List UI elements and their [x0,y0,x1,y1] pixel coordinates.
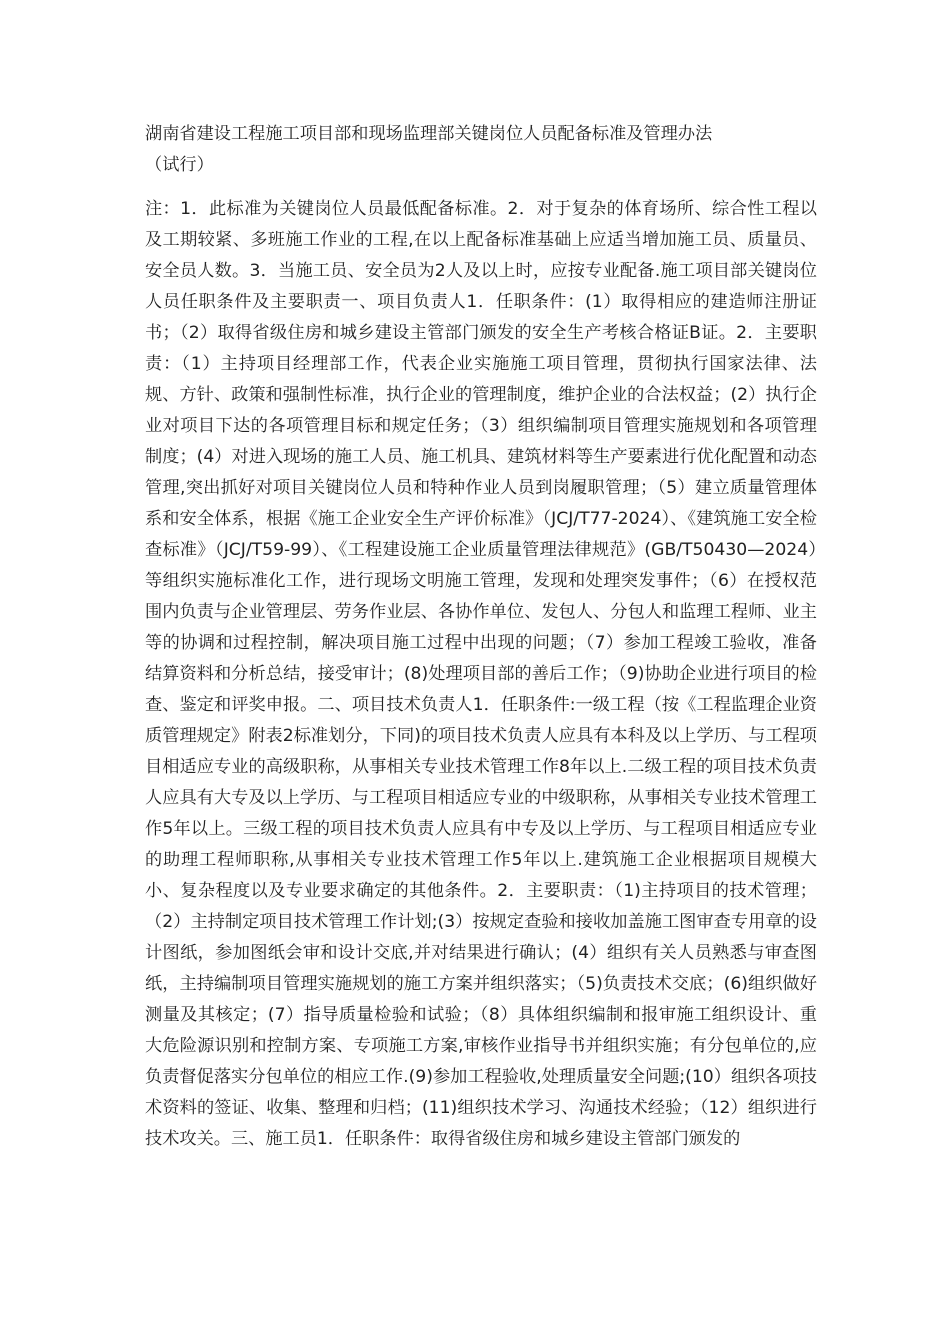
document-title [145,119,817,181]
document-title-line2: （试行） [145,155,214,175]
document-content [145,119,817,1155]
document-body-paragraph: 注：1．此标准为关键岗位人员最低配备标准。2．对于复杂的体育场所、综合性工程以及工期较紧、多班施工作业的工程,在以上配备标准基础上应适当增加施工员、质量员、安全员人数。3．当施工员、安全员为2人及以上时，应按专业配备.施工项目部关键岗位人员任职条件及主要职责一、项目负责人1．任职条件：(1）取得相应的建造师注册证书；（2）取得省级住房和城乡建设主管部门颁发的安全生产考核合格证B证。2．主要职责：（1）主持项目经理部工作，代表企业实施施工项目管理，贯彻执行国家法律、法规、方针、政策和强制性标准，执行企业的管理制度，维护企业的合法权益；(2）执行企业对项目下达的各项管理目标和规定任务；（3）组织编制项目管理实施规划和各项管理制度；(4）对进入现场的施工人员、施工机具、建筑材料等生产要素进行优化配置和动态管理,突出抓好对项目关键岗位人员和特种作业人员到岗履职管理；（5）建立质量管理体系和安全体系，根据《施工企业安全生产评价标准》（JCJ/T77-2024）、《建筑施工安全检查标准》（JCJ/T59-99）、《工程建设施工企业质量管理法律规范》(GB/T50430—2024）等组织实施标准化工作，进行现场文明施工管理，发现和处理突发事件；（6）在授权范围内负责与企业管理层、劳务作业层、各协作单位、发包人、分包人和监理工程师、业主等的协调和过程控制，解决项目施工过程中出现的问题；（7）参加工程竣工验收，准备结算资料和分析总结，接受审计；(8)处理项目部的善后工作；（9)协助企业进行项目的检查、鉴定和评奖申报。二、项目技术负责人1．任职条件:一级工程（按《工程监理企业资质管理规定》附表2标准划分，下同)的项目技术负责人应具有本科及以上学历、与工程项目相适应专业的高级职称，从事相关专业技术管理工作8年以上.二级工程的项目技术负责人应具有大专及以上学历、与工程项目相适应专业的中级职称，从事相关专业技术管理工作5年以上。三级工程的项目技术负责人应具有中专及以上学历、与工程项目相适应专业的助理工程师职称,从事相关专业技术管理工作5年以上.建筑施工企业根据项目规模大小、复杂程度以及专业要求确定的其他条件。2．主要职责：（1)主持项目的技术管理；（2）主持制定项目技术管理工作计划;(3）按规定查验和接收加盖施工图审查专用章的设计图纸，参加图纸会审和设计交底,并对结果进行确认；(4）组织有关人员熟悉与审查图纸，主持编制项目管理实施规划的施工方案并组织落实；（5)负责技术交底；(6)组织做好测量及其核定；(7）指导质量检验和试验；（8）具体组织编制和报审施工组织设计、重大危险源识别和控制方案、专项施工方案,审核作业指导书并组织实施；有分包单位的,应负责督促落实分包单位的相应工作.(9)参加工程验收,处理质量安全问题;(10）组织各项技术资料的签证、收集、整理和归档；(11)组织技术学习、沟通技术经验；（12）组织进行技术攻关。三、施工员1．任职条件：取得省级住房和城乡建设主管部门颁发的 [145,199,817,1149]
document-title-line1: 湖南省建设工程施工项目部和现场监理部关键岗位人员配备标准及管理办法 [145,124,713,144]
